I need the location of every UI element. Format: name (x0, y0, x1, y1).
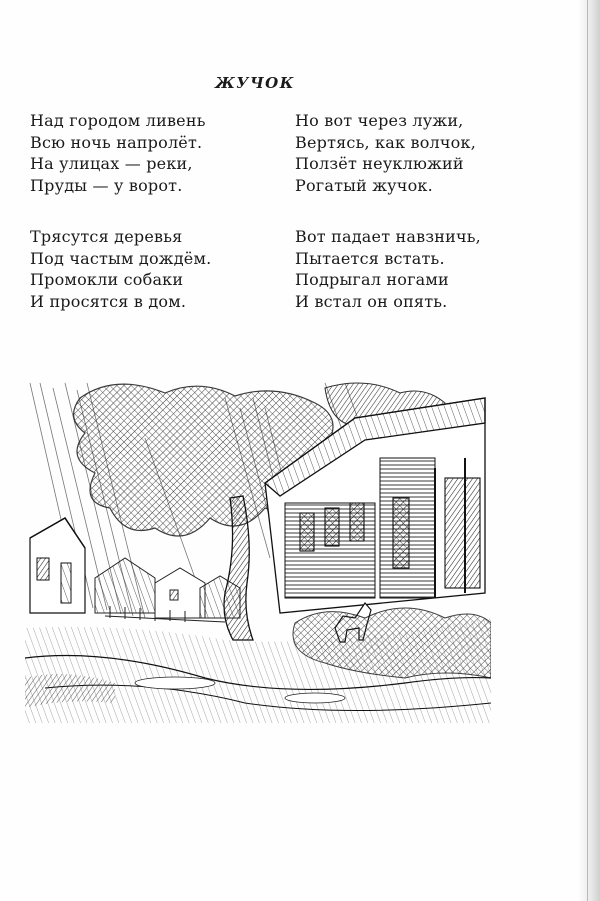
stanza-1 (30, 110, 206, 196)
stanza-line: Ползёт неуклюжий (295, 154, 464, 173)
stanza-line: Над городом ливень (30, 111, 206, 130)
stanza-3 (30, 226, 211, 312)
distant-houses (95, 558, 240, 618)
stanza-line: И встал он опять. (295, 291, 448, 311)
stanza-line: И просятся в дом. (30, 291, 187, 311)
puddle (135, 677, 215, 689)
stanza-line: На улицах — реки, (30, 154, 193, 173)
stanza-4 (295, 226, 481, 312)
puddle (285, 693, 345, 703)
stanza-2 (295, 110, 476, 196)
page-spine-shadow (578, 0, 600, 901)
stanza-line: Вот падает навзничь, (295, 227, 481, 246)
stanza-line: Под частым дождём. (30, 248, 212, 268)
left-house (30, 518, 85, 613)
stanza-line: Подрыгал ногами (295, 270, 449, 289)
stanza-line: Но вот через лужи, (295, 111, 464, 130)
stanza-line: Пытается встать. (295, 248, 445, 268)
stanza-line: Вертясь, как волчок, (295, 132, 476, 152)
poem-title: ЖУЧОК (215, 74, 295, 92)
rainy-street-illustration (25, 378, 491, 723)
stanza-line: Рогатый жучок. (295, 175, 433, 195)
stanza-line: Промокли собаки (30, 270, 184, 289)
stanza-line: Всю ночь напролёт. (30, 132, 203, 152)
page-spine-line (587, 0, 588, 901)
stanza-line: Трясутся деревья (30, 227, 183, 246)
stanza-line: Пруды — у ворот. (30, 175, 183, 195)
